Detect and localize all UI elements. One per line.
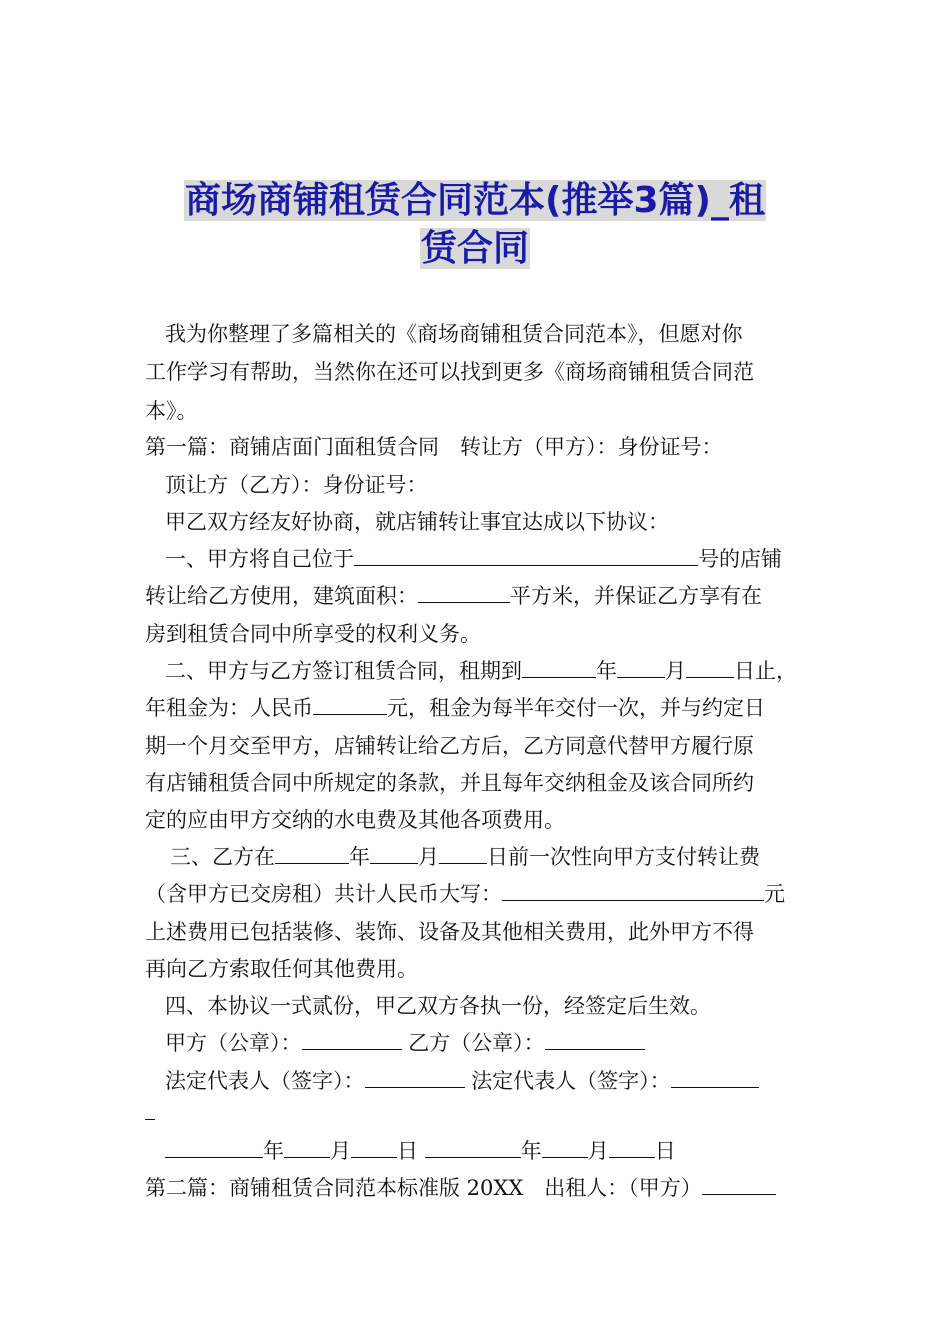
rep-b-blank-overflow bbox=[145, 1099, 155, 1120]
section1-heading: 第一篇：商铺店面门面租赁合同 转让方（甲方）：身份证号： bbox=[145, 435, 723, 459]
date-line bbox=[165, 1136, 845, 1166]
sign-a-year-blank bbox=[165, 1137, 263, 1158]
sign-b-day: 日 bbox=[654, 1139, 676, 1163]
intro-line-2: 工作学习有帮助，当然你在还可以找到更多《商场商铺租赁合同范 bbox=[145, 360, 754, 384]
clause1-line-1 bbox=[165, 544, 845, 574]
lease-end-month-blank bbox=[617, 657, 665, 678]
lessor-blank bbox=[702, 1174, 776, 1195]
rep-b-blank bbox=[671, 1067, 759, 1088]
address-blank bbox=[354, 545, 698, 566]
sign-b-year-blank bbox=[425, 1137, 521, 1158]
clause3-line-4: 再向乙方索取任何其他费用。 bbox=[145, 957, 418, 981]
clause2-line-4: 有店铺租赁合同中所规定的条款，并且每年交纳租金及该合同所约 bbox=[145, 771, 754, 795]
sign-b-month: 月 bbox=[587, 1139, 609, 1163]
payment-year-blank bbox=[275, 843, 349, 864]
sign-b-day-blank bbox=[609, 1137, 655, 1158]
clause2-line-3: 期一个月交至甲方，店铺转让给乙方后，乙方同意代替甲方履行原 bbox=[145, 734, 754, 758]
title-line-1: 商场商铺租赁合同范本(推举3篇)_租 bbox=[185, 180, 765, 221]
representative-line-overflow bbox=[145, 1098, 825, 1128]
party-a-seal-blank bbox=[302, 1029, 402, 1050]
clause2-rent-label: 年租金为：人民币 bbox=[145, 696, 313, 720]
rep-a-blank bbox=[365, 1067, 465, 1088]
document-title bbox=[0, 177, 950, 225]
representative-line bbox=[165, 1066, 845, 1096]
section2-heading-line bbox=[145, 1173, 825, 1203]
clause3-amount-unit: 元 bbox=[764, 882, 785, 906]
clause1-line-3: 房到租赁合同中所享受的权利义务。 bbox=[145, 622, 481, 646]
clause3-amount-label: （含甲方已交房租）共计人民币大写： bbox=[145, 882, 502, 906]
sign-a-year: 年 bbox=[263, 1139, 284, 1163]
lease-end-year-blank bbox=[522, 657, 596, 678]
clause1-text-b: 号的店铺 bbox=[698, 547, 782, 571]
seal-line bbox=[165, 1028, 845, 1058]
agreement-line: 甲乙双方经友好协商，就店铺转让事宜达成以下协议： bbox=[165, 510, 669, 534]
payment-month-blank bbox=[370, 843, 418, 864]
rep-a-label: 法定代表人（签字）： bbox=[165, 1069, 365, 1093]
intro-line-3: 本》。 bbox=[145, 399, 198, 423]
clause4-line: 四、本协议一式贰份，甲乙双方各执一份，经签定后生效。 bbox=[165, 994, 711, 1018]
clause2-line-1 bbox=[165, 656, 845, 686]
clause1-line-2 bbox=[145, 581, 825, 611]
sign-a-day-blank bbox=[351, 1137, 397, 1158]
clause3-text-b: 日前一次性向甲方支付转让费 bbox=[487, 845, 760, 869]
clause2-line-2 bbox=[145, 693, 825, 723]
annual-rent-blank bbox=[313, 694, 387, 715]
party-a-seal-label: 甲方（公章）： bbox=[165, 1031, 302, 1055]
lease-end-day-blank bbox=[686, 657, 734, 678]
clause1-area-rest: 平方米，并保证乙方享有在 bbox=[510, 584, 762, 608]
clause2-rent-rest: 元，租金为每半年交付一次，并与约定日 bbox=[387, 696, 765, 720]
section2-heading: 第二篇：商铺租赁合同范本标准版 20XX 出租人：（甲方） bbox=[145, 1176, 702, 1200]
clause2-month: 月 bbox=[665, 659, 686, 683]
sign-a-month-blank bbox=[284, 1137, 330, 1158]
area-blank bbox=[418, 582, 510, 603]
clause3-month: 月 bbox=[418, 845, 439, 869]
clause3-line-1 bbox=[170, 842, 850, 872]
document-title-continued bbox=[0, 225, 950, 273]
payment-day-blank bbox=[439, 843, 487, 864]
clause1-area-label: 转让给乙方使用，建筑面积： bbox=[145, 584, 418, 608]
assignee-line: 顶让方（乙方）：身份证号： bbox=[165, 473, 428, 497]
intro-line-1: 我为你整理了多篇相关的《商场商铺租赁合同范本》，但愿对你 bbox=[165, 322, 743, 346]
party-b-seal-label: 乙方（公章）： bbox=[408, 1031, 545, 1055]
sign-a-day: 日 bbox=[397, 1139, 418, 1163]
clause3-line-3: 上述费用已包括装修、装饰、设备及其他相关费用，此外甲方不得 bbox=[145, 920, 754, 944]
clause3-year: 年 bbox=[349, 845, 370, 869]
clause3-text-a: 三、乙方在 bbox=[170, 845, 275, 869]
clause2-text-a: 二、甲方与乙方签订租赁合同，租期到 bbox=[165, 659, 522, 683]
title-line-2: 赁合同 bbox=[420, 228, 529, 269]
clause3-line-2 bbox=[145, 879, 825, 909]
sign-b-month-blank bbox=[542, 1137, 588, 1158]
clause1-text-a: 一、甲方将自己位于 bbox=[165, 547, 354, 571]
clause2-line-5: 定的应由甲方交纳的水电费及其他各项费用。 bbox=[145, 808, 565, 832]
clause2-day-end: 日止， bbox=[734, 659, 797, 683]
sign-b-year: 年 bbox=[520, 1139, 542, 1163]
amount-in-words-blank bbox=[502, 880, 764, 901]
rep-b-label: 法定代表人（签字）： bbox=[471, 1069, 671, 1093]
clause2-year: 年 bbox=[596, 659, 617, 683]
sign-a-month: 月 bbox=[330, 1139, 351, 1163]
party-b-seal-blank bbox=[545, 1029, 645, 1050]
